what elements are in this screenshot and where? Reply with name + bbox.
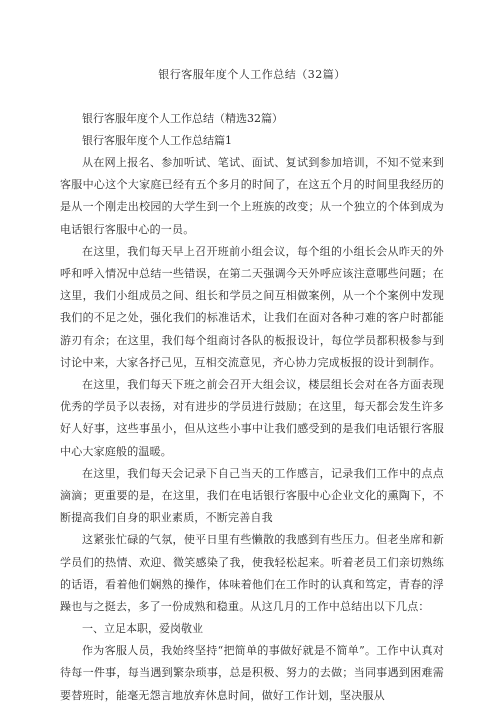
body-paragraph: 从在网上报名、参加听试、笔试、面试、复试到参加培训，不知不觉来到客服中心这个大家庭已经有五个多月的时间了，在这五个月的时间里我经历的是从一个刚走出校园的大学生到一个上班族的改变；从一个独立的个体到成为电话银行客服中心的一员。: [60, 156, 444, 236]
body-paragraph: 这紧张忙碌的气氛，使平日里有些懒散的我感到有些压力。但老坐席和新学员们的热情、欢迎、微笑感染了我，使我轻松起来。听着老员工们亲切熟练的话语，看着他们娴熟的操作，体味着他们在工作时的认真和笃定，青春的浮躁也与之挺去，多了一份成熟和稳重。从这几月的工作中总结出以下几点：: [60, 533, 444, 614]
article-heading: 银行客服年度个人工作总结篇1: [82, 134, 232, 147]
document-subtitle: 银行客服年度个人工作总结（精选32篇）: [82, 112, 283, 125]
body-paragraph: 在这里，我们每天会记录下自己当天的工作感言，记录我们工作中的点点滴滴；更重要的是，在这里，我们在电话银行客服中心企业文化的熏陶下，不断提高我们自身的职业素质，不断完善自我: [60, 466, 444, 525]
body-paragraph: 在这里，我们每天下班之前会召开大组会议，楼层组长会对在各方面表现优秀的学员予以表扬，对有进步的学员进行鼓励；在这里，每天都会发生许多好人好事，这些事虽小，但从这些小事中让我们感受到的是我们电话银行客服中心大家庭般的温暖。: [60, 378, 444, 458]
document-title: 银行客服年度个人工作总结（32篇）: [158, 68, 346, 81]
body-paragraph: 在这里，我们每天早上召开班前小组会议，每个组的小组长会从昨天的外呼和呼入情况中总结一些错误，在第二天强调今天外呼应该注意哪些问题；在这里，我们小组成员之间、组长和学员之间互相做案例，从一个个案例中发现我们的不足之处，强化我们的标准话术，让我们在面对各种刁难的客户时都能游刃有余；在这里，我们每个组商讨各队的板报设计，每位学员都积极参与到讨论中来，大家各抒己见，互相交流意见，齐心协力完成板报的设计到制作。: [60, 244, 444, 369]
section-paragraph: 作为客服人员，我始终坚持“把简单的事做好就是不简单”。工作中认真对待每一件事，每当遇到繁杂琐事，总是积极、努力的去做；当同事遇到困难需要替班时，能毫无怨言地放弃休息时间，做好工作计划，坚决服从: [60, 644, 444, 702]
section-heading: 一、立足本职，爱岗敬业: [82, 622, 203, 636]
